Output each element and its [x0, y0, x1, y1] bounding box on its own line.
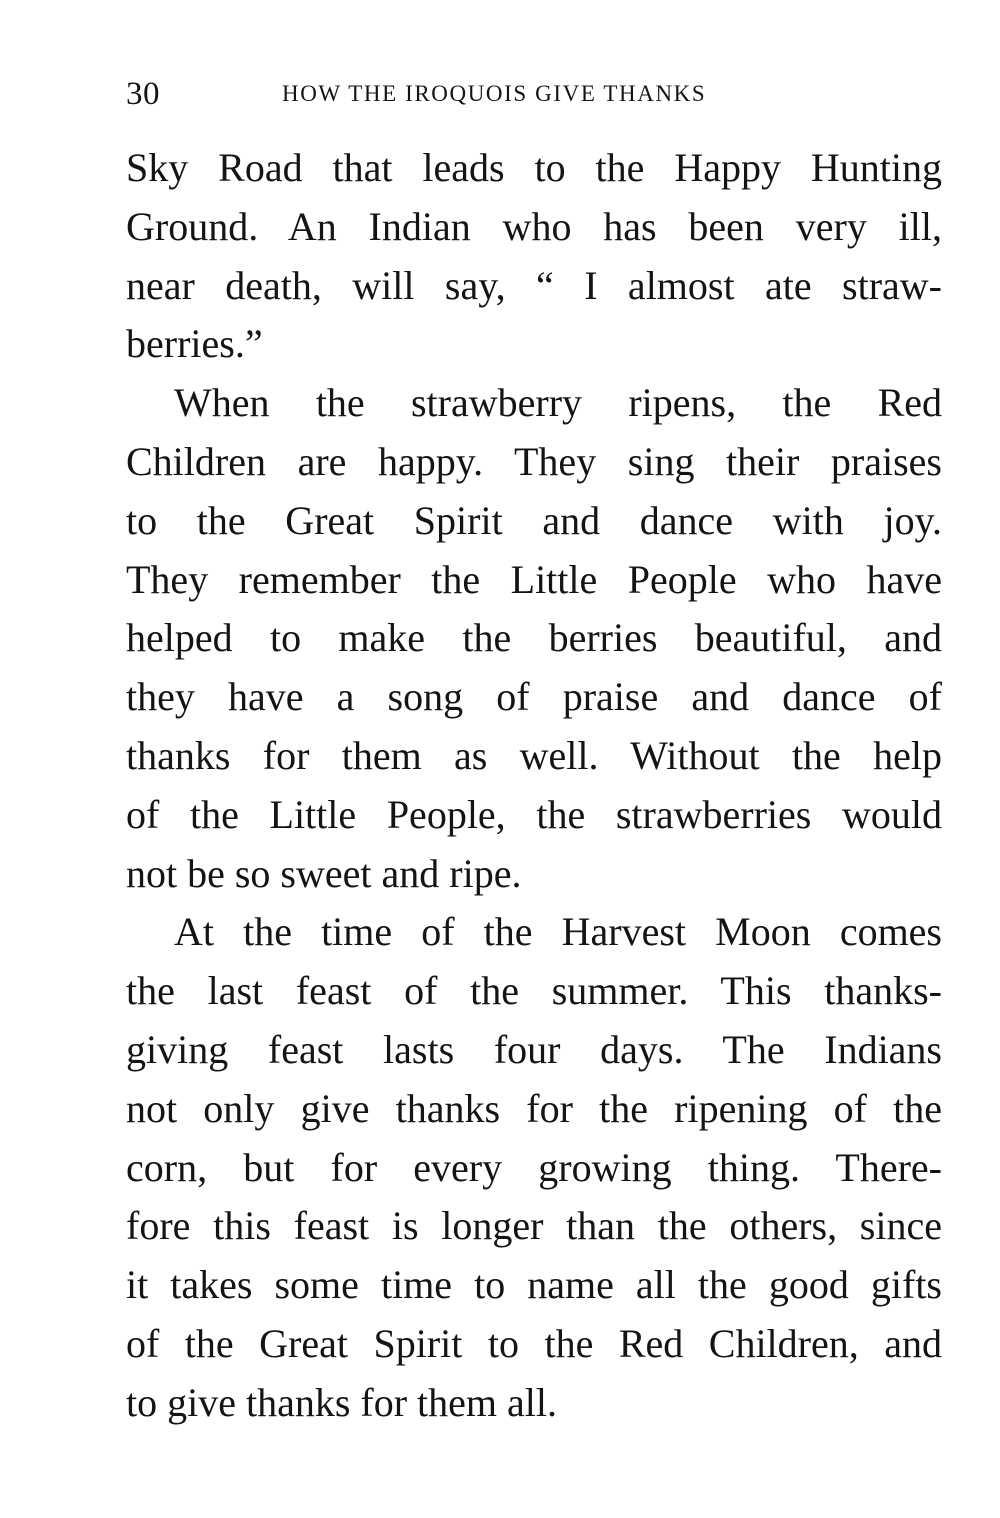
text-line: giving feast lasts four days. The Indians	[126, 1026, 942, 1072]
paragraph	[126, 374, 942, 903]
text-line: fore this feast is longer than the others, since	[126, 1203, 942, 1249]
text-line: to give thanks for them all.	[126, 1379, 558, 1425]
body-text	[126, 139, 942, 1433]
text-line: they have a song of praise and dance of	[126, 674, 942, 720]
text-line: the last feast of the summer. This thanks-	[126, 968, 942, 1014]
text-line: When the strawberry ripens, the Red	[174, 380, 942, 426]
page-number: 30	[126, 76, 160, 112]
text-line: helped to make the berries beautiful, and	[126, 615, 942, 661]
text-line: Ground. An Indian who has been very ill,	[126, 203, 942, 249]
text-line: to the Great Spirit and dance with joy.	[126, 497, 942, 543]
text-line: not be so sweet and ripe.	[126, 850, 522, 896]
text-line: They remember the Little People who have	[126, 556, 942, 602]
paragraph	[126, 139, 942, 374]
text-line: At the time of the Harvest Moon comes	[174, 909, 942, 955]
running-title: HOW THE IROQUOIS GIVE THANKS	[282, 81, 707, 106]
text-line: thanks for them as well. Without the help	[126, 732, 942, 778]
text-line: corn, but for every growing thing. There-	[126, 1144, 942, 1190]
text-line: Children are happy. They sing their praises	[126, 438, 942, 484]
text-line: of the Little People, the strawberries would	[126, 791, 942, 837]
running-head	[126, 74, 942, 114]
text-line: not only give thanks for the ripening of the	[126, 1085, 942, 1131]
text-line: berries.”	[126, 321, 263, 367]
paragraph	[126, 903, 942, 1432]
text-line: it takes some time to name all the good gifts	[126, 1262, 942, 1308]
text-line: of the Great Spirit to the Red Children, and	[126, 1320, 942, 1366]
text-line: Sky Road that leads to the Happy Hunting	[126, 145, 942, 190]
text-line: near death, will say, “ I almost ate straw-	[126, 262, 942, 308]
